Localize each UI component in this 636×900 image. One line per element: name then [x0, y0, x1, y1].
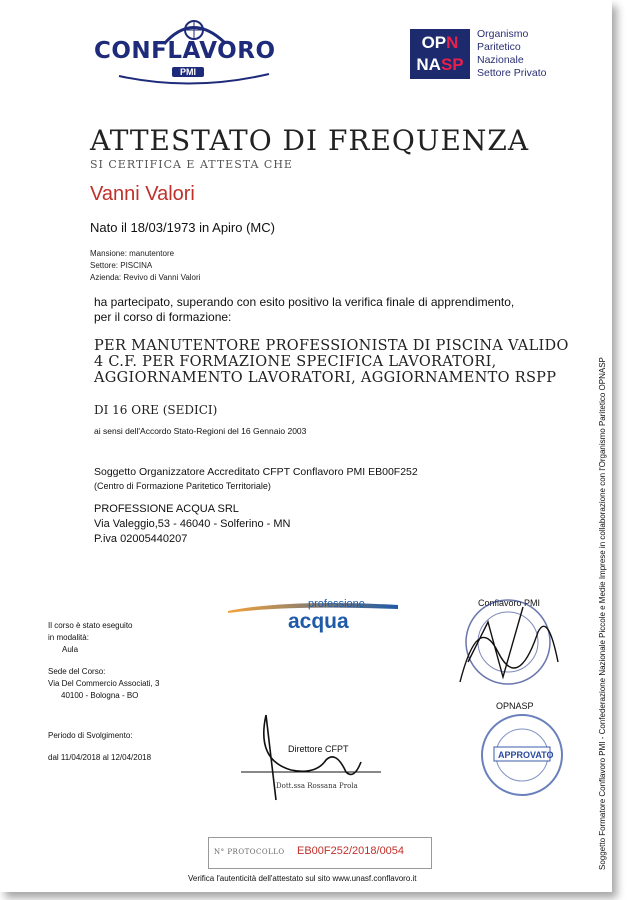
acqua-logo-top: professione	[308, 598, 365, 610]
course-hours: DI 16 ORE (SEDICI)	[94, 403, 218, 417]
sede-value: Via Del Commercio Associati, 3 40100 - Bologna - BO	[48, 679, 160, 700]
participation-line-1: ha partecipato, superando con esito positivo la verifica finale di apprendimento,	[94, 295, 515, 309]
birth-info: Nato il 18/03/1973 in Apiro (MC)	[90, 220, 275, 235]
opnasp-signature-label: OPNASP	[496, 701, 534, 711]
accordo-reference: ai sensi dell'Accordo Stato-Regioni del 16 Gennaio 2003	[94, 426, 307, 436]
periodo-label: Periodo di Svolgimento:	[48, 731, 133, 740]
opnasp-stamp	[472, 710, 572, 800]
soggetto-organizzatore: Soggetto Organizzatore Accreditato CFPT Conflavoro PMI EB00F252	[94, 466, 418, 478]
settore: Settore: PISCINA	[90, 261, 153, 270]
centro-formazione: (Centro di Formazione Paritetico Territoriale)	[94, 481, 271, 491]
opnasp-description: Organismo Paritetico Nazionale Settore Privato	[477, 28, 547, 79]
direttore-name: Dott.ssa Rossana Prola	[276, 782, 358, 790]
modalita-label: Il corso è stato eseguito in modalità:	[48, 621, 133, 642]
professione-acqua-logo	[228, 597, 400, 633]
course-title: PER MANUTENTORE PROFESSIONISTA DI PISCINA VALIDO 4 C.F. PER FORMAZIONE SPECIFICA LAVORATORI, AGGIORNAMENTO LAVORATORI, AGGIORNAMENTO RSPP	[94, 338, 569, 386]
verifica-url: Verifica l'autenticità dell'attestato sul sito www.unasf.conflavoro.it	[188, 874, 417, 883]
modalita-value: Aula	[62, 645, 79, 654]
vertical-side-text: Soggetto Formatore Conflavoro PMI - Confederazione Nazionale Piccole e Medie Imprese in collaborazione con l'Organismo Paritetico OPNASP	[598, 357, 607, 870]
company-info: PROFESSIONE ACQUA SRL Via Valeggio,53 - 46040 - Solferino - MN P.iva 02005440207	[94, 503, 291, 545]
conflavoro-signature-label: Conflavoro PMI	[478, 598, 541, 608]
periodo-value: dal 11/04/2018 al 12/04/2018	[48, 753, 152, 762]
protocollo-label: N° PROTOCOLLO	[214, 848, 285, 856]
certificate-subtitle: SI CERTIFICA E ATTESTA CHE	[90, 158, 293, 171]
stamp-approvato: APPROVATO	[498, 750, 554, 760]
mansione: Mansione: manutentore	[90, 249, 175, 258]
protocollo-number: EB00F252/2018/0054	[297, 845, 405, 857]
participation-line-2: per il corso di formazione:	[94, 310, 232, 324]
acqua-logo-main: acqua	[288, 610, 349, 633]
certificate-title: ATTESTATO DI FREQUENZA	[90, 124, 530, 157]
conflavoro-logo-text: CONFLAVORO	[94, 38, 276, 64]
sede-label: Sede del Corso:	[48, 667, 106, 676]
opnasp-logo: OPN NASP	[410, 29, 470, 79]
participant-name: Vanni Valori	[90, 183, 195, 205]
azienda: Azienda: Revivo di Vanni Valori	[90, 273, 201, 282]
conflavoro-pmi-badge: PMI	[172, 67, 204, 77]
direttore-label: Direttore CFPT	[288, 744, 349, 754]
conflavoro-stamp	[448, 592, 578, 702]
